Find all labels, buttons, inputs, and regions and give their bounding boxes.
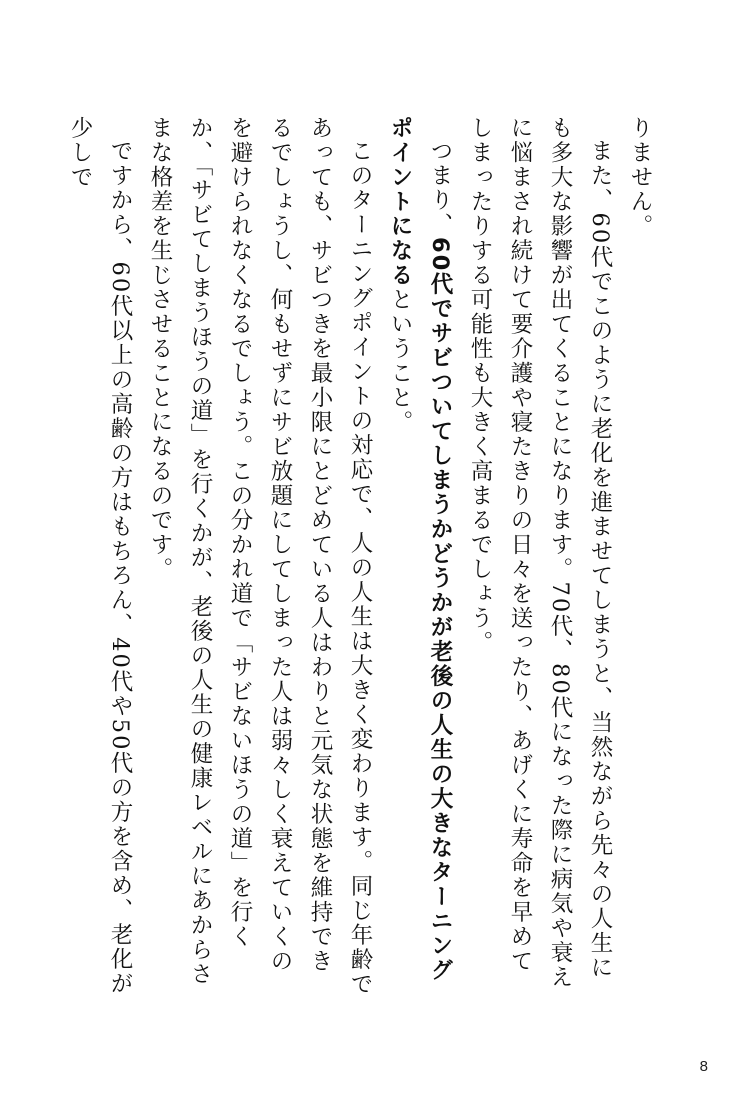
paragraph-continuation: りません。 xyxy=(627,116,653,239)
paragraph-tail-text: ということ。 xyxy=(387,287,413,435)
paragraph-key-point xyxy=(380,116,460,996)
emphasized-text: 60代でサビついてしまうかどうかが老後の人生の大きなターニングポイントになる xyxy=(387,116,453,983)
page-number: 8 xyxy=(699,1058,708,1075)
paragraph: このターニングポイントの対応で、人の人生は大きく変わります。同じ年齢であっても、サビつきを最小限にとどめている人はわりと元気な状態を維持できるでしょうし、何もせずにサビ放題にしてしまった人は弱々しく衰えていくのを避けられなくなるでしょう。この分かれ道で「サビないほうの道」を行くか、「サビてしまうほうの道」を行くかが、老後の人生の健康レベルにあからさまな格差を生じさせることになるのです。 xyxy=(147,116,373,996)
paragraph: また、60代でこのように老化を進ませてしまうと、当然ながら先々の人生にも多大な影響が出てくることになります。70代、80代になった際に病気や衰えに悩まされ続けて要介護や寝たきりの日々を送ったり、あげくに寿命を早めてしまったりする可能性も大きく高まるでしょう。 xyxy=(467,116,613,990)
paragraph-lead-text: つまり、 xyxy=(427,138,453,237)
vertical-body-text xyxy=(60,116,660,996)
paragraph: ですから、60代以上の高齢の方はもちろん、40代や50代の方を含め、老化が少しで xyxy=(67,116,133,996)
